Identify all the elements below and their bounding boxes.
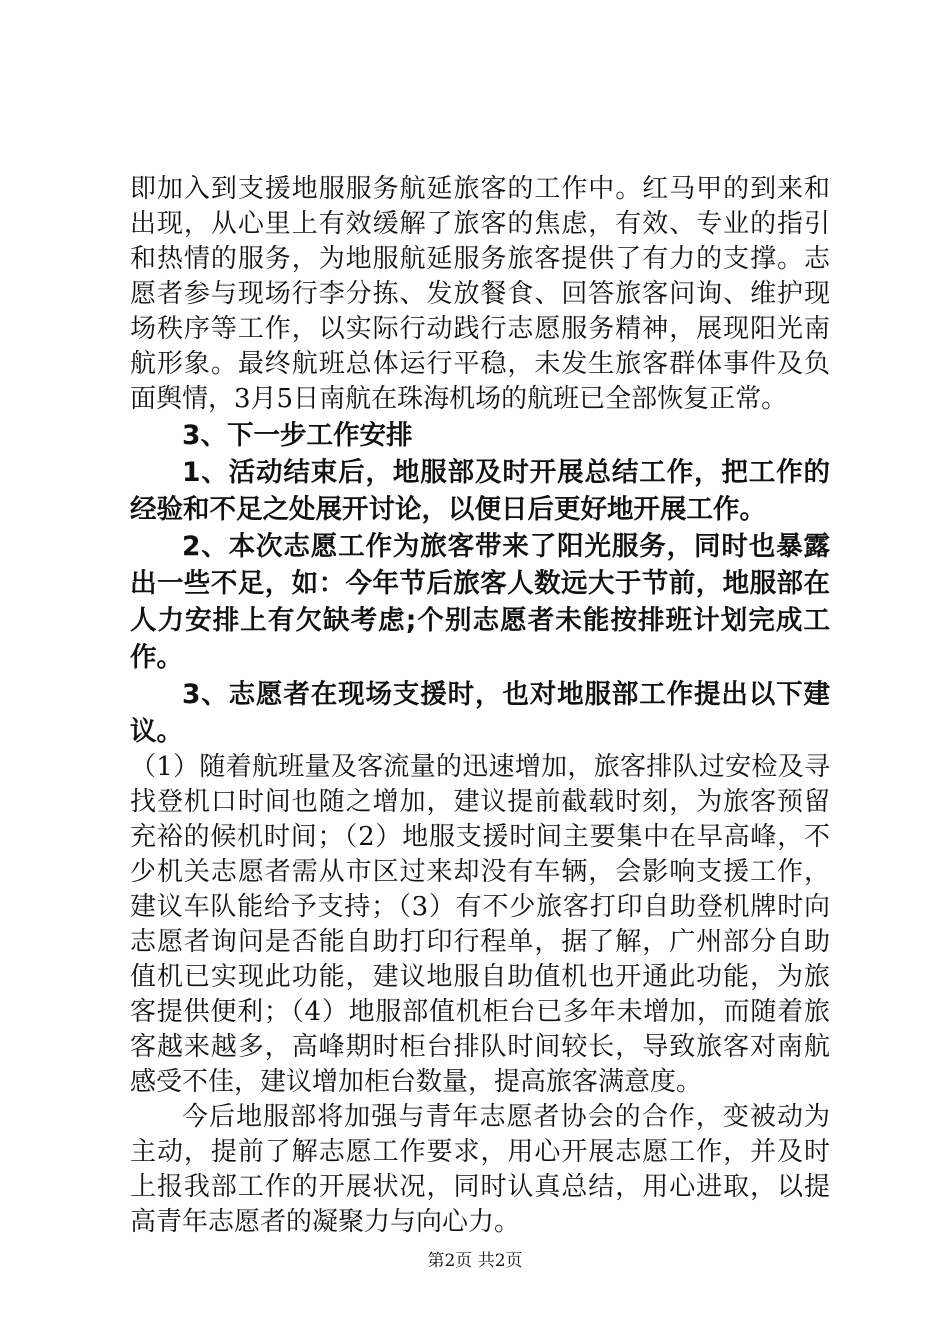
paragraph-item-1: 1、活动结束后，地服部及时开展总结工作，把工作的经验和不足之处展开讨论，以便日后更好地开展工作。	[130, 457, 830, 525]
paragraph-conclusion: 今后地服部将加强与青年志愿者协会的合作，变被动为主动，提前了解志愿工作要求，用心开展志愿工作，并及时上报我部工作的开展状况，同时认真总结，用心进取，以提高青年志愿者的凝聚力与向心力。	[130, 1102, 830, 1237]
paragraph-item-2: 2、本次志愿工作为旅客带来了阳光服务，同时也暴露出一些不足，如：今年节后旅客人数远大于节前，地服部在人力安排上有欠缺考虑;个别志愿者未能按排班计划完成工作。	[130, 531, 830, 673]
section-heading-next-steps: 3、下一步工作安排	[182, 420, 413, 451]
paragraph-intro: 即加入到支援地服服务航延旅客的工作中。红马甲的到来和出现，从心里上有效缓解了旅客的焦虑，有效、专业的指引和热情的服务，为地服航延服务旅客提供了有力的支撑。志愿者参与现场行李分拣、发放餐食、回答旅客问询、维护现场秩序等工作，以实际行动践行志愿服务精神，展现阳光南航形象。最终航班总体运行平稳，未发生旅客群体事件及负面舆情，3月5日南航在珠海机场的航班已全部恢复正常。	[130, 174, 830, 414]
document-body	[130, 172, 830, 1240]
paragraph-suggestions: （1）随着航班量及客流量的迅速增加，旅客排队过安检及寻找登机口时间也随之增加，建议提前截载时刻，为旅客预留充裕的候机时间；（2）地服支援时间主要集中在早高峰，不少机关志愿者需从市区过来却没有车辆，会影响支援工作，建议车队能给予支持；（3）有不少旅客打印自助登机牌时向志愿者询问是否能自助打印行程单，据了解，广州部分自助值机已实现此功能，建议地服自助值机也开通此功能，为旅客提供便利；（4）地服部值机柜台已多年未增加，而随着旅客越来越多，高峰期时柜台排队时间较长，导致旅客对南航感受不佳，建议增加柜台数量，提高旅客满意度。	[130, 752, 830, 1097]
paragraph-item-3: 3、志愿者在现场支援时，也对地服部工作提出以下建议。	[130, 679, 830, 747]
page-footer: 第2页 共2页	[427, 1251, 523, 1271]
